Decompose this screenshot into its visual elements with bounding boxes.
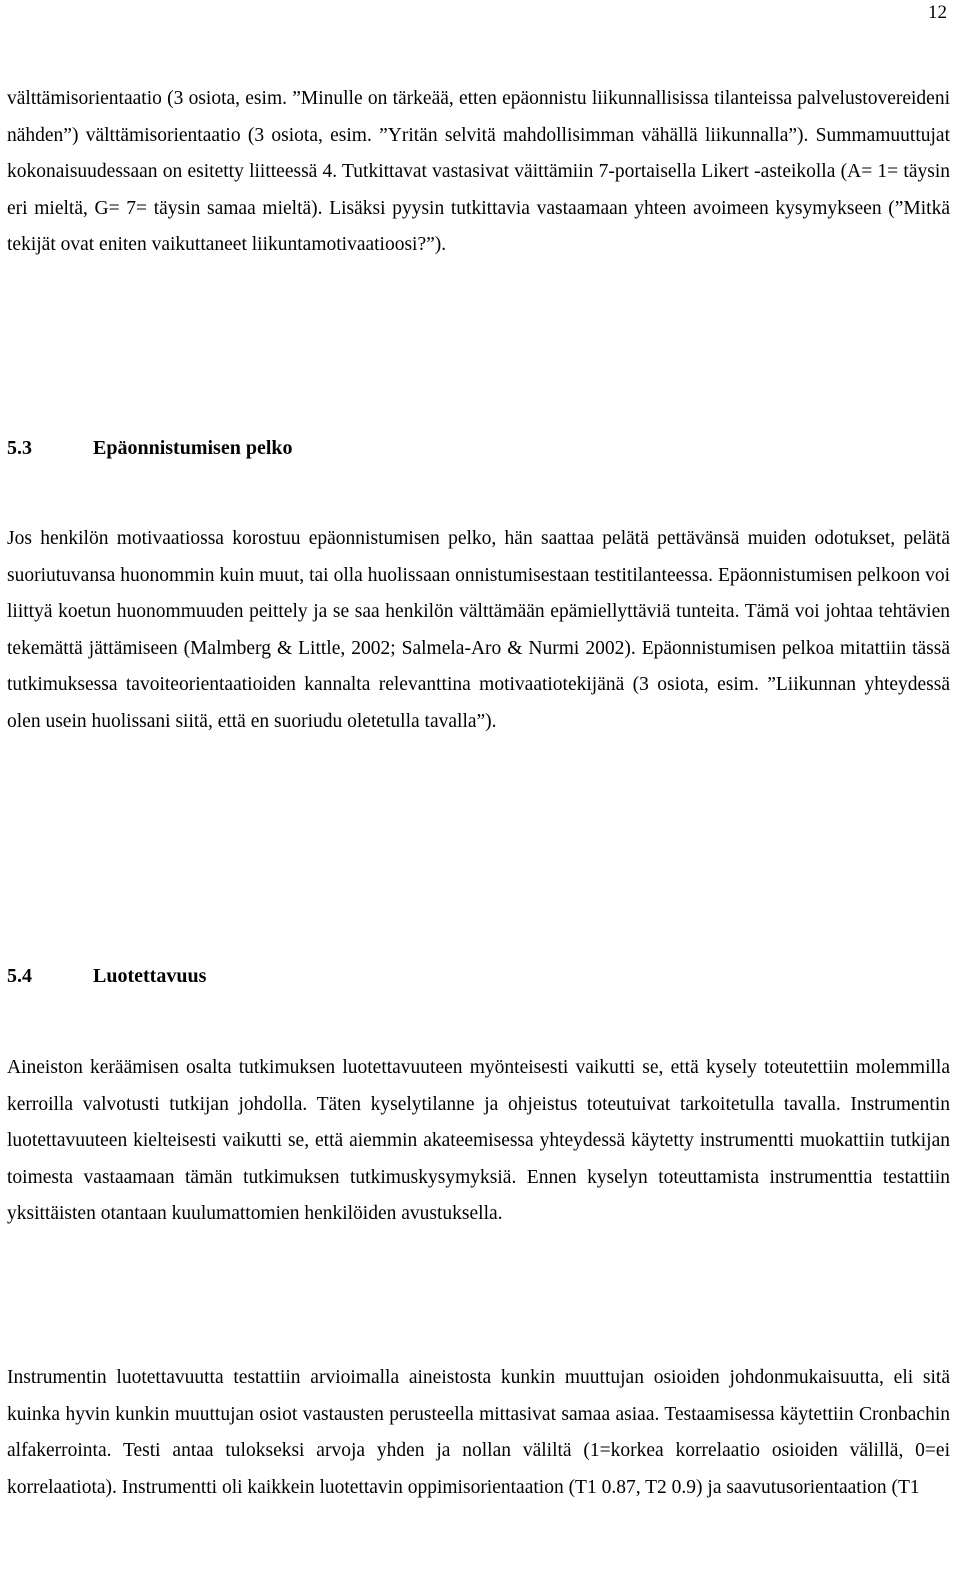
- section-number: 5.3: [7, 437, 32, 459]
- paragraph-intro: välttämisorientaatio (3 osiota, esim. ”Minulle on tärkeää, etten epäonnistu liikunnallisissa tilanteissa palvelustovereideni nähden”) välttämisorientaatio (3 osiota, esim. ”Yritän selvitä mahdollisimman vähällä liikunnalla”). Summamuuttujat kokonaisuudessaan on esitetty liitteessä 4. Tutkittavat vastasivat väittämiin 7-portaisella Likert -asteikolla (A= 1= täysin eri mieltä, G= 7= täysin samaa mieltä). Lisäksi pyysin tutkittavia vastaamaan yhteen avoimeen kysymykseen (”Mitkä tekijät ovat eniten vaikuttaneet liikuntamotivaatioosi?”).: [7, 88, 950, 255]
- page-number: 12: [928, 2, 947, 23]
- section-heading-5-4: [7, 965, 206, 988]
- section-heading-5-3: [7, 437, 293, 460]
- paragraph-luotettavuus-2: Instrumentin luotettavuutta testattiin arvioimalla aineistosta kunkin muuttujan osioiden johdonmukaisuutta, eli sitä kuinka hyvin kunkin muuttujan osiot vastausten perusteella mittasivat samaa asiaa. Testaamisessa käytettiin Cronbachin alfakerrointa. Testi antaa tulokseksi arvoja yhden ja nollan väliltä (1=korkea korrelaatio osioiden välillä, 0=ei korrelaatiota). Instrumentti oli kaikkein luotettavin oppimisorientaation (T1 0.87, T2 0.9) ja saavutusorientaation (T1: [7, 1367, 950, 1498]
- section-number: 5.4: [7, 965, 32, 987]
- paragraph-epaonnistumisen-pelko: Jos henkilön motivaatiossa korostuu epäonnistumisen pelko, hän saattaa pelätä pettävänsä muiden odotukset, pelätä suoriutuvansa huonommin kuin muut, tai olla huolissaan onnistumisestaan testitilanteessa. Epäonnistumisen pelkoon voi liittyä koetun huonommuuden peittely ja se saa henkilön välttämään epämiellyttäviä tunteita. Tämä voi johtaa tehtävien tekemättä jättämiseen (Malmberg & Little, 2002; Salmela-Aro & Nurmi 2002). Epäonnistumisen pelkoa mitattiin tässä tutkimuksessa tavoiteorientaatioiden kannalta relevanttina motivaatiotekijänä (3 osiota, esim. ”Liikunnan yhteydessä olen usein huolissani siitä, että en suoriudu oletetulla tavalla”).: [7, 528, 950, 732]
- section-title: Luotettavuus: [93, 965, 207, 987]
- section-title: Epäonnistumisen pelko: [93, 437, 293, 459]
- paragraph-luotettavuus-1: Aineiston keräämisen osalta tutkimuksen luotettavuuteen myönteisesti vaikutti se, että kysely toteutettiin molemmilla kerroilla valvotusti tutkijan johdolla. Täten kyselytilanne ja ohjeistus toteutuivat tarkoitetulla tavalla. Instrumentin luotettavuuteen kielteisesti vaikutti se, että aiemmin akateemisessa yhteydessä käytetty instrumentti muokattiin tutkijan toimesta vastaamaan tämän tutkimuksen tutkimuskysymyksiä. Ennen kyselyn toteuttamista instrumenttia testattiin yksittäisten otantaan kuulumattomien henkilöiden avustuksella.: [7, 1057, 950, 1224]
